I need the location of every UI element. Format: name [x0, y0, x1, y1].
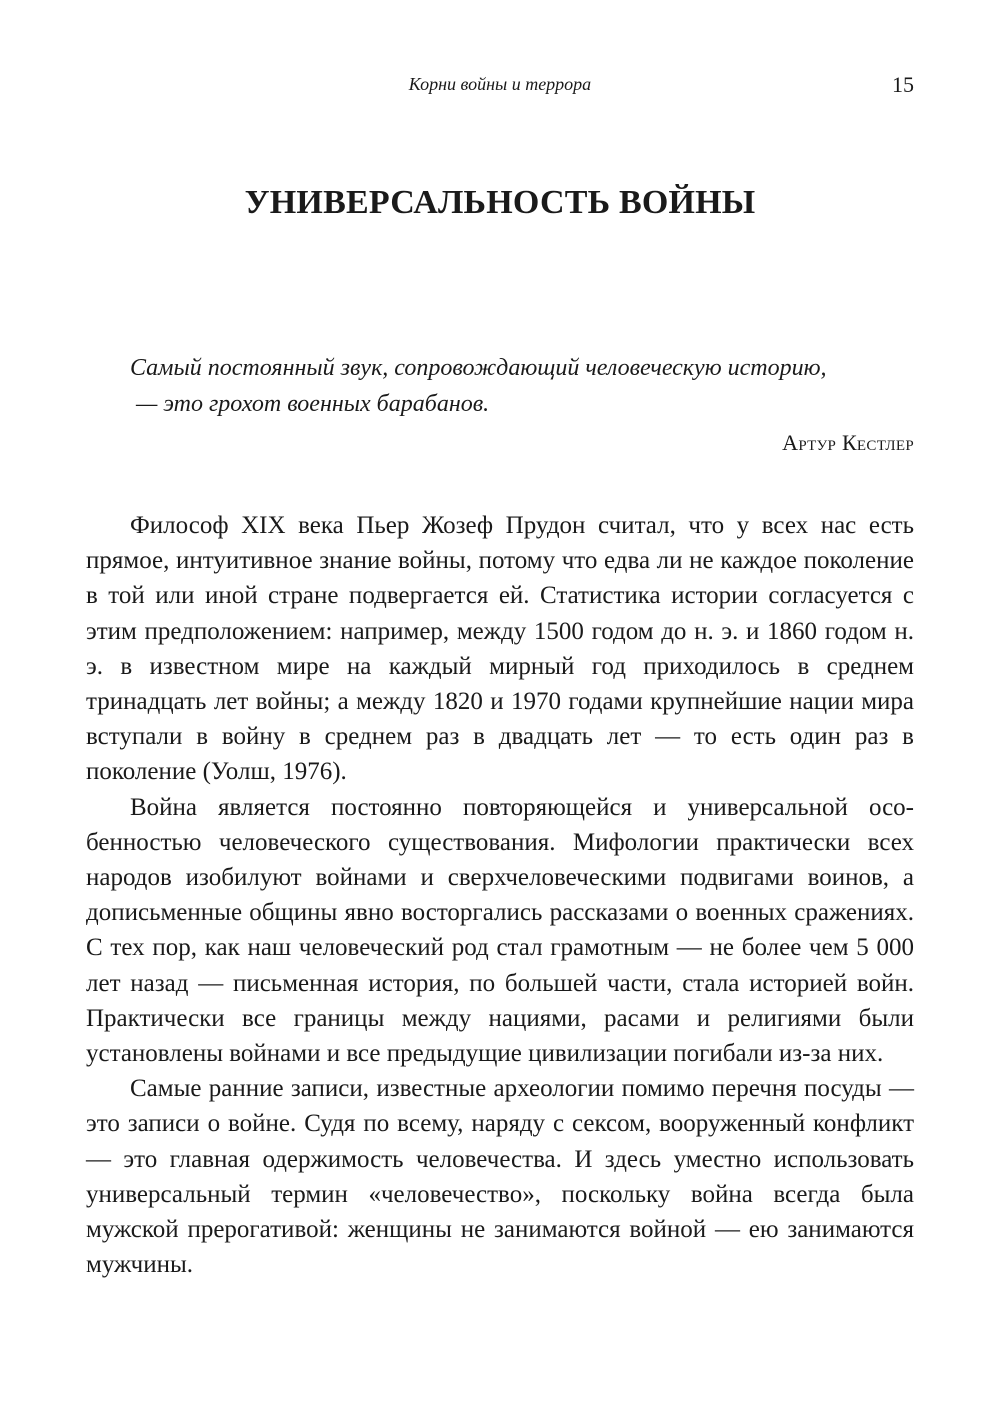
paragraph: Философ XIX века Пьер Жозеф Прудон считал, что у всех нас есть прямое, интуитивное знание войны, потому что едва ли не каждое поколение в той или иной стране подвергается ей. Статистика истории согласуется с этим предположением: например, между 1500 годом до н. э. и 1860 годом н. э. в известном мире на каждый мирный год приходилось в среднем тринадцать лет войны; а между 1820 и 1970 годами крупнейшие нации мира вступали в войну в среднем раз в двадцать лет — то есть один раз в поколение (Уолш, 1976).: [86, 512, 914, 786]
epigraph-author: Артур Кестлер: [782, 430, 914, 455]
page-number: 15: [892, 72, 914, 97]
body-text: [86, 508, 914, 1282]
paragraph: Война является постоянно повторяющейся и универсальной особенностью человеческого существования. Мифологии практически всех народов изобилуют войнами и сверхчеловеческими подвигами воинов, а дописьменные общины явно восторгались рассказами о военных сражениях. С тех пор, как наш человеческий род стал грамотным — не более чем 5 000 лет назад — письменная история, по большей части, стала историей войн. Практически все границы между нациями, расами и религиями были установлены войнами и все предыдущие цивилизации погибали из-за них.: [86, 793, 914, 1068]
epigraph-quote: [130, 350, 914, 422]
epigraph-line: Самый постоянный звук, сопровождающий человеческую историю,: [130, 355, 827, 381]
running-title: Корни войны и террора: [408, 74, 592, 94]
paragraph: Самые ранние записи, известные археологии помимо перечня посуды — это записи о войне. Судя по всему, наряду с сексом, вооруженный конфликт — это главная одержимость человечества. И здесь уместно использовать универсальный термин «человечество», поскольку война всегда была мужской прерогативой: женщины не занимаются войной — ею занимаются мужчины.: [86, 1075, 914, 1279]
epigraph-line: — это грохот военных барабанов.: [136, 391, 490, 417]
running-head: [86, 72, 914, 102]
epigraph: [130, 350, 914, 456]
chapter-title: УНИВЕРСАЛЬНОСТЬ ВОЙНЫ: [244, 184, 756, 221]
